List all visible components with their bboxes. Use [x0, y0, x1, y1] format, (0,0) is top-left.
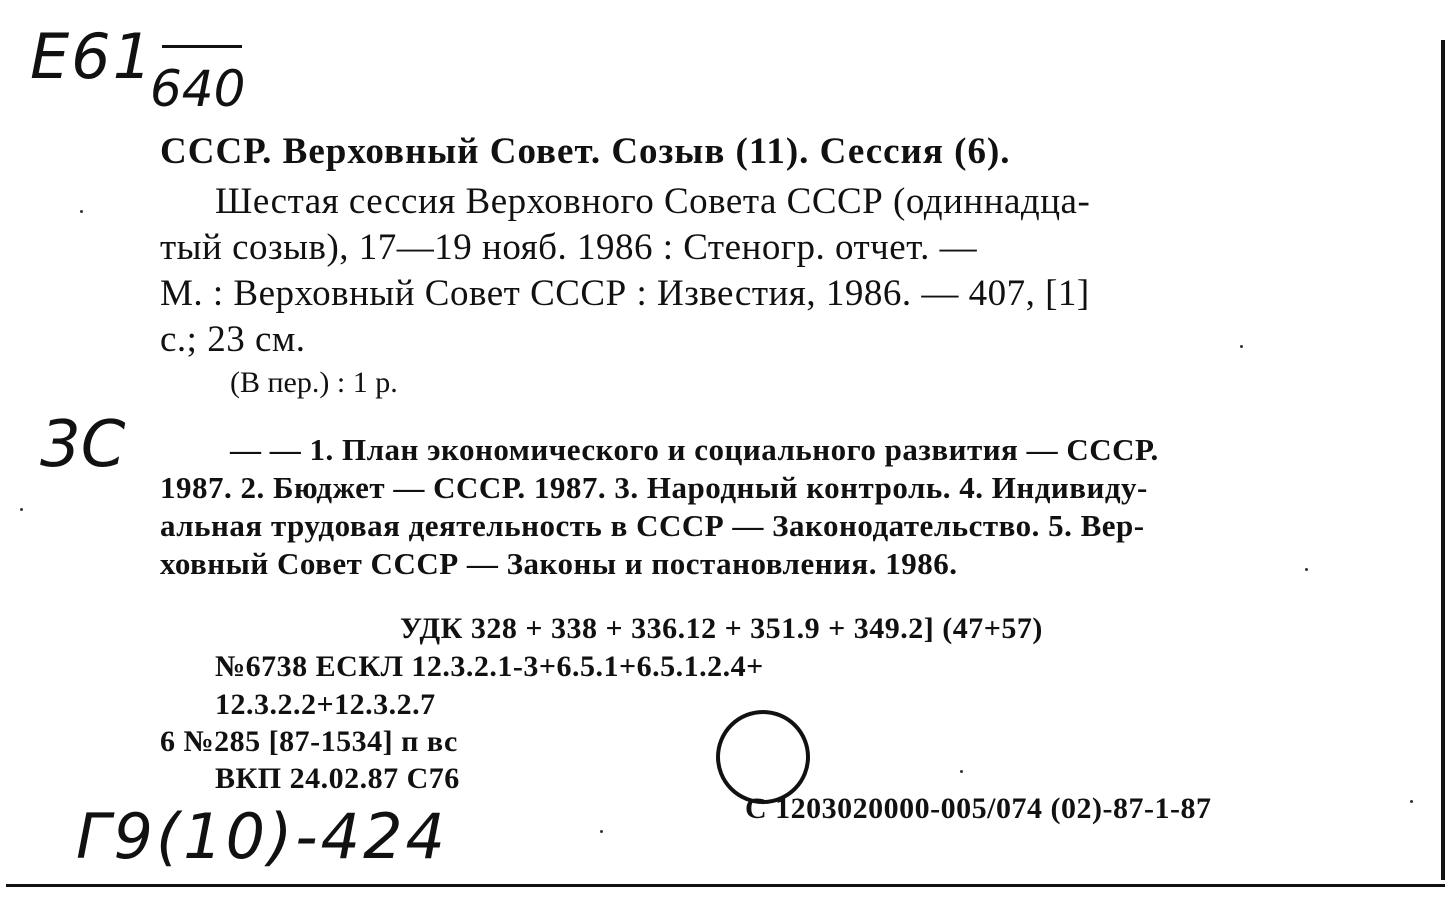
entry-body-line: Шестая сессия Верховного Совета СССР (одиннадца- — [215, 181, 1091, 222]
subject-line: — — 1. План экономического и социального развития — СССР. — [230, 432, 1159, 467]
handwritten-shelf-code: Е61 — [30, 20, 155, 93]
entry-heading: СССР. Верховный Совет. Созыв (11). Сессия (6). — [160, 131, 1011, 172]
entry-body-line: с.; 23 см. — [160, 319, 306, 360]
entry-price: (В пер.) : 1 р. — [230, 366, 398, 399]
publication-code: С 1203020000-005/074 (02)-87-1-87 — [745, 792, 1212, 825]
speck — [80, 210, 83, 213]
card-bottom-border — [6, 884, 1445, 887]
eskl-line: №6738 ЕСКЛ 12.3.2.1-3+6.5.1+6.5.1.2.4+ — [215, 650, 764, 683]
subject-line: альная трудовая деятельность в СССР — Законодательство. 5. Вер- — [160, 508, 1145, 543]
card-number-line: 6 №285 [87-1534] п вс — [160, 725, 458, 758]
speck — [960, 770, 963, 773]
handwritten-fraction-number: 640 — [150, 60, 246, 118]
handwritten-fraction-line — [162, 45, 242, 48]
handwritten-bottom-code: Г9(10)-424 — [76, 800, 448, 873]
speck — [1240, 345, 1243, 348]
card-right-border — [1441, 40, 1445, 880]
speck — [1410, 800, 1413, 803]
udk-classification: УДК 328 + 338 + 336.12 + 351.9 + 349.2] (47+57) — [400, 612, 1043, 645]
speck — [20, 508, 23, 511]
hole-punch-circle — [716, 710, 810, 804]
entry-body-line: тый созыв), 17—19 нояб. 1986 : Стеногр. отчет. — — [160, 227, 978, 268]
subject-line: ховный Совет СССР — Законы и постановления. 1986. — [160, 546, 958, 581]
vkp-line: ВКП 24.02.87 С76 — [215, 762, 460, 795]
handwritten-mark: 3С — [40, 408, 126, 482]
entry-body-line: М. : Верховный Совет СССР : Известия, 1986. — 407, [1] — [160, 273, 1090, 314]
subject-line: 1987. 2. Бюджет — СССР. 1987. 3. Народный контроль. 4. Индивиду- — [160, 470, 1148, 505]
eskl-line-continued: 12.3.2.2+12.3.2.7 — [215, 688, 436, 721]
speck — [600, 830, 603, 833]
speck — [1305, 568, 1308, 571]
